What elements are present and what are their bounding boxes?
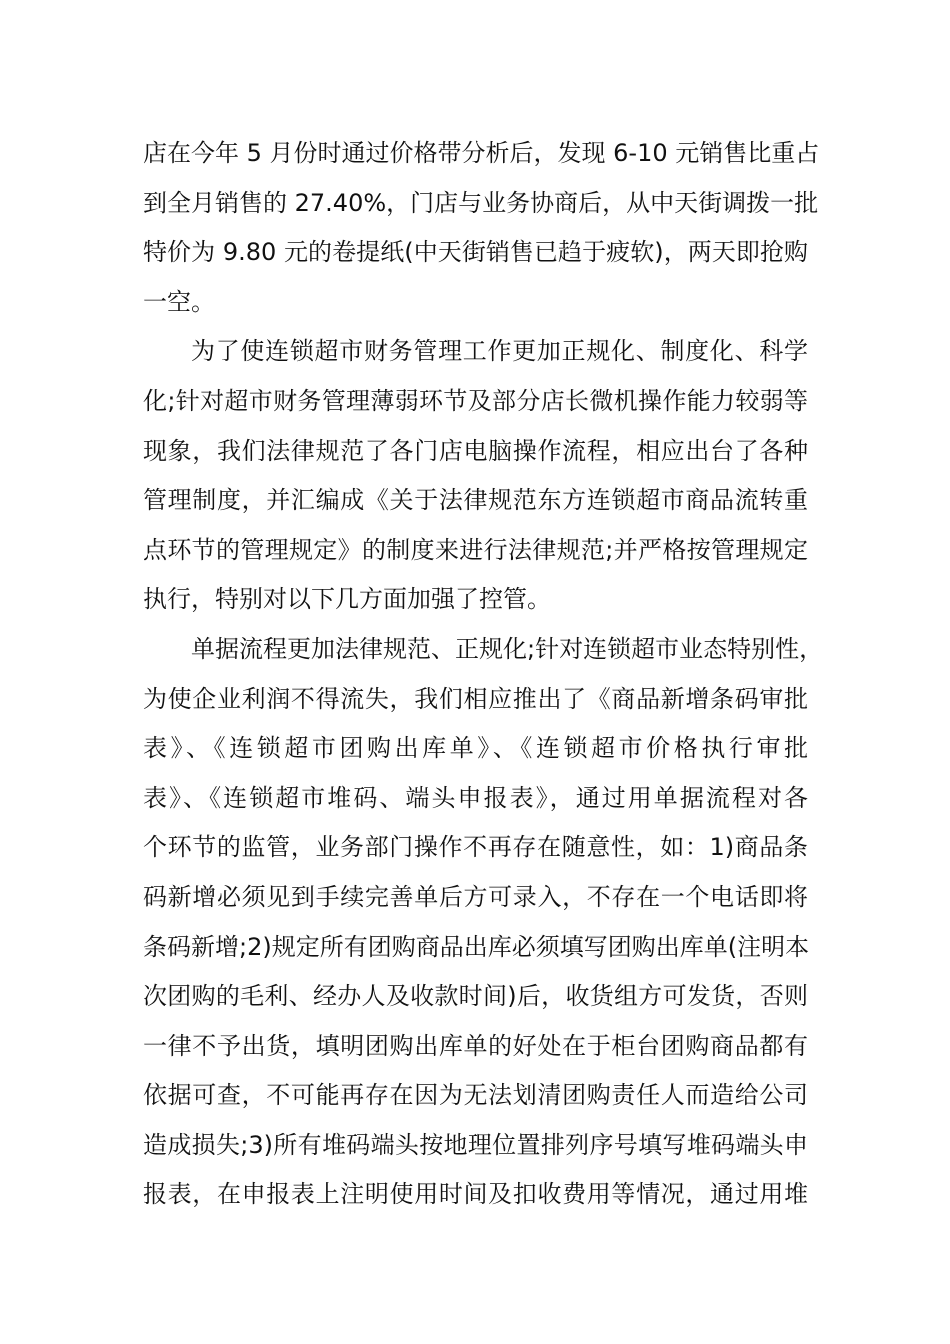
text-line: 现象，我们法律规范了各门店电脑操作流程，相应出台了各种 bbox=[143, 436, 808, 465]
text-line: 为使企业利润不得流失，我们相应推出了《商品新增条码审批 bbox=[143, 684, 808, 713]
text-line: 化;针对超市财务管理薄弱环节及部分店长微机操作能力较弱等 bbox=[143, 386, 808, 415]
text-line: 码新增必须见到手续完善单后方可录入，不存在一个电话即将 bbox=[143, 882, 808, 911]
text-line: 管理制度，并汇编成《关于法律规范东方连锁超市商品流转重 bbox=[143, 486, 808, 515]
text-line: 条码新增;2)规定所有团购商品出库必须填写团购出库单(注明本 bbox=[143, 932, 810, 961]
text-line: 点环节的管理规定》的制度来进行法律规范;并严格按管理规定 bbox=[143, 535, 808, 564]
text-line: 表》、《连锁超市团购出库单》、《连锁超市价格执行审批 bbox=[143, 734, 808, 763]
paragraph-first-line: 单据流程更加法律规范、正规化;针对连锁超市业态特别性， bbox=[191, 634, 824, 663]
text-line: 依据可查，不可能再存在因为无法划清团购责任人而造给公司 bbox=[143, 1081, 808, 1110]
text-line: 执行，特别对以下几方面加强了控管。 bbox=[143, 585, 551, 614]
text-line: 店在今年 5 月份时通过价格带分析后，发现 6-10 元销售比重占 bbox=[143, 139, 820, 167]
text-line: 次团购的毛利、经办人及收款时间)后，收货组方可发货，否则 bbox=[143, 982, 808, 1011]
text-line: 到全月销售的 27.40%，门店与业务协商后，从中天街调拨一批 bbox=[143, 188, 819, 217]
text-line: 表》、《连锁超市堆码、端头申报表》，通过用单据流程对各 bbox=[143, 783, 808, 812]
text-line: 一律不予出货，填明团购出库单的好处在于柜台团购商品都有 bbox=[143, 1031, 808, 1060]
text-line: 个环节的监管，业务部门操作不再存在随意性，如：1)商品条 bbox=[143, 833, 808, 862]
document-body bbox=[143, 129, 824, 1220]
text-line: 一空。 bbox=[143, 287, 215, 316]
text-line: 特价为 9.80 元的卷提纸(中天街销售已趋于疲软)，两天即抢购 bbox=[143, 238, 808, 267]
paragraph-first-line: 为了使连锁超市财务管理工作更加正规化、制度化、科学 bbox=[191, 337, 808, 366]
text-line: 报表，在申报表上注明使用时间及扣收费用等情况，通过用堆 bbox=[143, 1180, 808, 1209]
text-line: 造成损失;3)所有堆码端头按地理位置排列序号填写堆码端头申 bbox=[143, 1130, 808, 1159]
